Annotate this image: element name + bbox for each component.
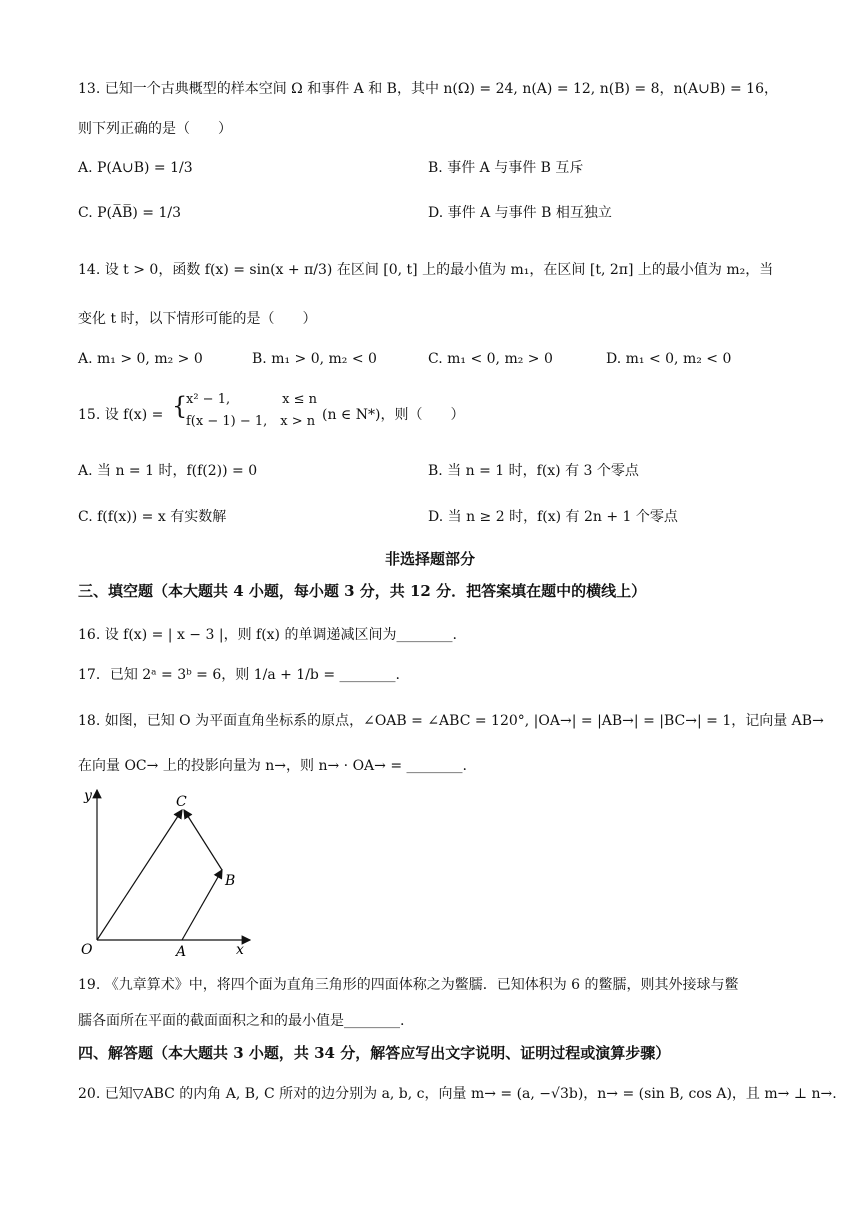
question-14-stem: 14. 设 t > 0，函数 f(x) = sin(x + π/3) 在区间 [0, t] 上的最小值为 m₁，在区间 [t, 2π] 上的最小值为 m₂，当 bbox=[78, 262, 774, 278]
question-18-stem-cont: 在向量 OC→ 上的投影向量为 n→，则 n→ · OA→ = ________. bbox=[78, 758, 467, 774]
question-17: 17．已知 2ᵃ = 3ᵇ = 6，则 1/a + 1/b = ________. bbox=[78, 667, 400, 683]
question-20: 20. 已知▽ABC 的内角 A, B, C 所对的边分别为 a, b, c，向量 m→ = (a, −√3b)，n→ = (sin B, cos A)，且 m→ ⊥ n→. bbox=[78, 1086, 837, 1102]
q14-option-a: A. m₁ > 0, m₂ > 0 bbox=[78, 351, 203, 367]
q15-option-c: C. f(f(x)) = x 有实数解 bbox=[78, 509, 227, 525]
q13-option-a: A. P(A∪B) = 1/3 bbox=[78, 160, 193, 176]
question-19-line-1: 19. 《九章算术》中，将四个面为直角三角形的四面体称之为鳖臑．已知体积为 6 的鳖臑，则其外接球与鳖 bbox=[78, 977, 739, 993]
question-13-stem-cont: 则下列正确的是（ ） bbox=[78, 121, 232, 137]
vector-bc bbox=[184, 810, 222, 870]
q15-case-2: f(x − 1) − 1, x > n bbox=[186, 414, 316, 429]
vector-oc bbox=[97, 810, 182, 940]
question-19-line-2: 臑各面所在平面的截面面积之和的最小值是________. bbox=[78, 1013, 405, 1029]
q15-option-d: D. 当 n ≥ 2 时，f(x) 有 2n + 1 个零点 bbox=[428, 509, 678, 525]
label-y: y bbox=[84, 788, 92, 804]
q18-figure bbox=[74, 782, 264, 962]
coordinate-diagram bbox=[74, 782, 264, 962]
section-4-heading: 四、解答题（本大题共 3 小题，共 34 分，解答应写出文字说明、证明过程或演算步骤） bbox=[78, 1044, 671, 1062]
part-title: 非选择题部分 bbox=[384, 550, 475, 568]
vector-ab bbox=[182, 870, 222, 940]
q13-option-b: B. 事件 A 与事件 B 互斥 bbox=[428, 160, 584, 176]
label-b: B bbox=[225, 873, 236, 889]
label-x: x bbox=[236, 942, 244, 958]
question-15-suffix: (n ∈ N*)，则（ ） bbox=[322, 407, 465, 423]
question-15-prefix: 15. 设 f(x) = bbox=[78, 407, 164, 423]
section-3-heading: 三、填空题（本大题共 4 小题，每小题 3 分，共 12 分．把答案填在题中的横线上） bbox=[78, 582, 647, 600]
question-13-stem: 13. 已知一个古典概型的样本空间 Ω 和事件 A 和 B，其中 n(Ω) = 24, n(A) = 12, n(B) = 8，n(A∪B) = 16， bbox=[78, 81, 778, 97]
label-a: A bbox=[176, 944, 187, 960]
question-16: 16. 设 f(x) = | x − 3 |，则 f(x) 的单调递减区间为________. bbox=[78, 627, 457, 643]
q14-option-b: B. m₁ > 0, m₂ < 0 bbox=[252, 351, 377, 367]
q14-option-c: C. m₁ < 0, m₂ > 0 bbox=[428, 351, 553, 367]
label-c: C bbox=[176, 794, 187, 810]
piecewise-brace: { bbox=[172, 392, 188, 420]
q15-option-a: A. 当 n = 1 时，f(f(2)) = 0 bbox=[78, 463, 258, 479]
q13-option-d: D. 事件 A 与事件 B 相互独立 bbox=[428, 205, 612, 221]
q15-case-1: x² − 1, x ≤ n bbox=[186, 392, 317, 407]
q15-option-b: B. 当 n = 1 时，f(x) 有 3 个零点 bbox=[428, 463, 639, 479]
q14-option-d: D. m₁ < 0, m₂ < 0 bbox=[606, 351, 732, 367]
question-14-stem-cont: 变化 t 时，以下情形可能的是（ ） bbox=[78, 311, 317, 327]
label-o: O bbox=[81, 942, 93, 958]
question-18-stem: 18. 如图，已知 O 为平面直角坐标系的原点，∠OAB = ∠ABC = 120°, |OA→| = |AB→| = |BC→| = 1，记向量 AB→ bbox=[78, 713, 824, 729]
q13-option-c: C. P(A̅B̅) = 1/3 bbox=[78, 205, 182, 221]
